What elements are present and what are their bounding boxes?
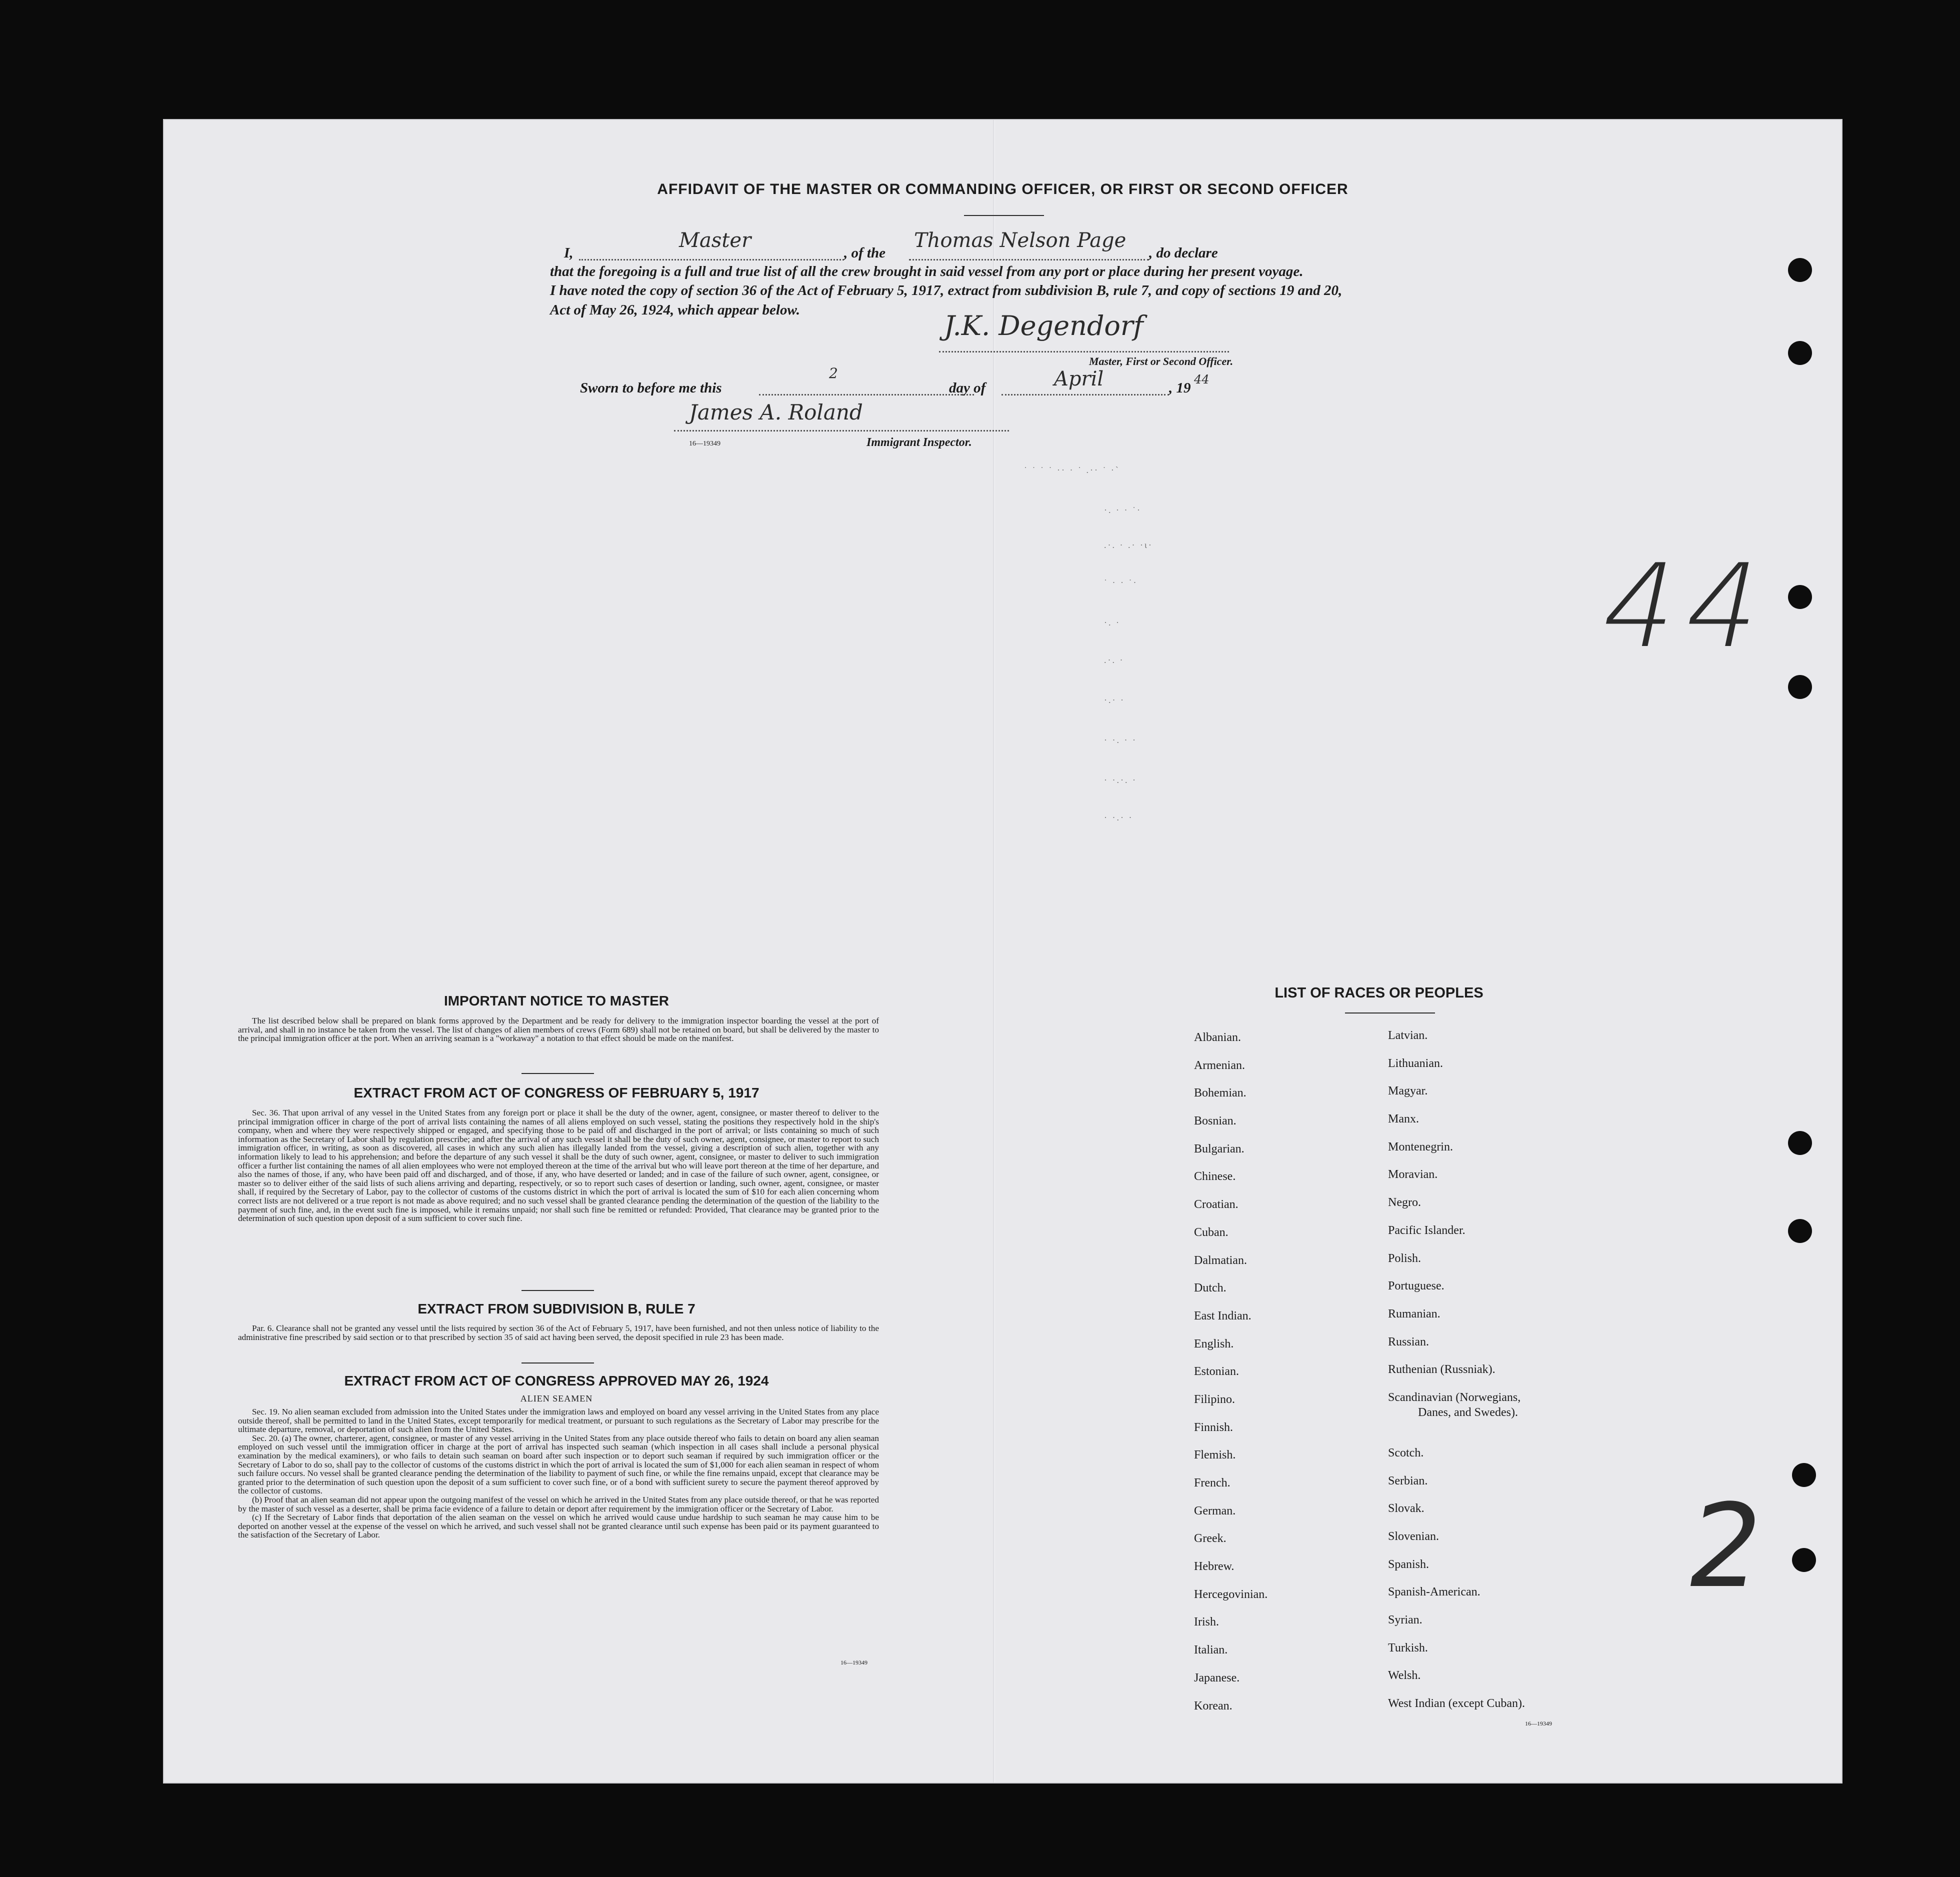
race-item: French. [1194, 1476, 1230, 1490]
races-left-column [1194, 1031, 1268, 1727]
race-item: Slovenian. [1388, 1530, 1439, 1543]
master-signature: J.K. Degendorf [944, 310, 1144, 342]
bleed-through-marks: .·. · [1104, 655, 1124, 665]
bleed-through-marks: · ·.·. · [1104, 775, 1137, 785]
race-item: Pacific Islander. [1388, 1224, 1466, 1237]
race-item: Bohemian. [1194, 1086, 1246, 1100]
alien-seamen-subheading: ALIEN SEAMEN [520, 1394, 593, 1404]
race-item: Danes, and Swedes). [1418, 1406, 1518, 1419]
handwritten-sheet-number: 44 [1590, 540, 1785, 674]
extract-1917-heading: EXTRACT FROM ACT OF CONGRESS OF FEBRUARY 5, 1917 [354, 1085, 760, 1100]
race-item: Portuguese. [1388, 1280, 1444, 1293]
bleed-through-marks: ·.· · [1104, 695, 1125, 705]
bleed-through-marks: .·. · .· ·ι· [1104, 540, 1153, 550]
race-item: Albanian. [1194, 1031, 1241, 1044]
race-item: Montenegrin. [1388, 1140, 1453, 1154]
rule-7-text [238, 1324, 879, 1342]
race-item: Flemish. [1194, 1448, 1236, 1462]
race-item: Korean. [1194, 1699, 1232, 1712]
extract-1924-heading: EXTRACT FROM ACT OF CONGRESS APPROVED MAY 26, 1924 [344, 1373, 769, 1388]
race-item: Manx. [1388, 1112, 1419, 1126]
inspector-form-number: 16—19349 [689, 440, 720, 448]
race-item: Armenian. [1194, 1058, 1245, 1072]
race-item: Turkish. [1388, 1641, 1428, 1654]
race-item: Japanese. [1194, 1671, 1240, 1684]
inspector-line [674, 430, 1009, 432]
extract-1924-text [238, 1408, 879, 1540]
punch-hole [1788, 585, 1812, 609]
punch-hole [1788, 258, 1812, 282]
race-item: Finnish. [1194, 1420, 1234, 1434]
rule-7-paragraph: Par. 6. Clearance shall not be granted any vessel until the lists required by section 36 of the Act of February 5, 1917, have been furnished, and not then unless notice of liability to the administrative fine prescribed by said section or to that prescribed by section 35 of said act having been served, the deposit specified in rule 23 has been made. [238, 1324, 879, 1342]
notice-paragraph: The list described below shall be prepared on blank forms approved by the Department and be ready for delivery to the immigration inspector boarding the vessel at the port of arrival, and shall in no instance be taken from the vessel. The list of changes of alien members of crews (Form 689) shall not be retained on board, but shall be delivered by the master to the principal immigration officer at the port. When an arriving seaman is a "workaway" a notation to that effect should be made on the manifest. [238, 1016, 879, 1044]
race-item: Slovak. [1388, 1502, 1424, 1516]
master-signature-line [939, 351, 1229, 352]
race-item: Spanish-American. [1388, 1586, 1480, 1599]
races-heading: LIST OF RACES OR PEOPLES [1274, 985, 1484, 1001]
master-caption: Master, First or Second Officer. [1089, 355, 1234, 368]
punch-hole [1788, 1131, 1812, 1155]
sworn-day-line [759, 394, 974, 396]
race-item: Dalmatian. [1194, 1254, 1247, 1267]
race-item: Scandinavian (Norwegians, [1388, 1390, 1521, 1404]
document-sheet [164, 120, 1842, 1782]
affidavit-of-the: , of the [844, 245, 886, 261]
race-item: Spanish. [1388, 1558, 1430, 1571]
race-item: Greek. [1194, 1532, 1226, 1546]
bleed-through-marks: · ·. · · [1104, 735, 1137, 745]
bleed-through-marks: · ·.· · [1104, 812, 1134, 822]
race-item: Moravian. [1388, 1168, 1438, 1182]
name-line [579, 259, 844, 260]
race-item: Welsh. [1388, 1669, 1421, 1682]
section-rule [522, 1073, 594, 1074]
race-item: Negro. [1388, 1196, 1421, 1210]
race-item: Irish. [1194, 1616, 1219, 1629]
race-item: Russian. [1388, 1335, 1430, 1348]
races-right-column [1388, 1029, 1525, 1725]
bleed-through-marks: ˙ ˙ ˙ ˙ ·· · ˙ .·· ˙ ·ˋ [1024, 465, 1120, 475]
extract-1917-paragraph: Sec. 36. That upon arrival of any vessel in the United States from any foreign port or place it shall be the duty of the owner, agent, consignee, or master thereof to deliver to the principal immigration officer in charge of the port of arrival lists containing the names of all aliens employed on such vessel, stating the positions they respectively hold in the ship's company, when and where they were respectively shipped or engaged, and specifying those to be paid off and discharged in the port of arrival; or lists containing so much of such information as the Secretary of Labor shall by regulation prescribe; and after the arrival of any such vessel it shall be the duty of such owner, agent, consignee, or master to report to such immigration officer, in writing, as soon as discovered, all cases in which any such alien has illegally landed from the vessel, giving a description of such alien, together with any information likely to lead to his apprehension; and before the departure of any such vessel it shall be the duty of such owner, agent, consignee, or master to deliver to such immigration officer a further list containing the names of all alien employees who were not employed thereon at the time of the arrival but who will leave port thereon at the time of her departure, and also the names of those, if any, who have been paid off and discharged, and of those, if any, who have deserted or landed; and in case of the failure of such owner, agent, consignee, or master so to deliver either of the said lists of such aliens arriving and departing, respectively, or so to report such cases of desertion or landing, such owner, agent, consignee, or master shall, if required by the Secretary of Labor, pay to the collector of customs of the customs district in which the port of arrival is located the sum of $10 for each alien concerning whom correct lists are not delivered or a true report is not made as above required; and no such vessel shall be granted clearance pending the determination of the question of the liability to the payment of such fine, and, in the event such fine is imposed, while it remains unpaid; nor shall such fine be remitted or refunded: Provided, That clearance may be granted prior to the determination of such question upon deposit of a sum sufficient to cover such fine. [238, 1108, 879, 1224]
affidavit-line-4: Act of May 26, 1924, which appear below. [550, 302, 800, 318]
race-item: Estonian. [1194, 1365, 1239, 1378]
sworn-month-line [1002, 394, 1169, 396]
handwritten-month: April [1054, 368, 1104, 390]
handwritten-vessel: Thomas Nelson Page [914, 229, 1126, 252]
race-item: Magyar. [1388, 1084, 1428, 1098]
race-item: Filipino. [1194, 1392, 1236, 1406]
race-item: Hebrew. [1194, 1560, 1234, 1574]
notice-text [238, 1016, 879, 1043]
race-item: Lithuanian. [1388, 1056, 1443, 1070]
notice-heading: IMPORTANT NOTICE TO MASTER [444, 993, 670, 1008]
sworn-label: Sworn to before me this [580, 380, 722, 396]
year-prefix: , 19 [1169, 380, 1191, 396]
bleed-through-marks: ˙ · · ˙· [1104, 578, 1138, 588]
page-fold [993, 120, 995, 1782]
inspector-caption: Immigrant Inspector. [866, 436, 972, 449]
race-item: Cuban. [1194, 1226, 1228, 1239]
race-item: Bosnian. [1194, 1114, 1236, 1128]
punch-hole [1788, 675, 1812, 699]
punch-hole [1792, 1548, 1816, 1572]
race-item: Hercegovinian. [1194, 1588, 1268, 1601]
right-form-number: 16—19349 [1525, 1720, 1552, 1727]
extract-1924-paragraph: Sec. 19. No alien seaman excluded from admission into the United States under the immigration laws and employed on board any vessel arriving in the United States from any place outside thereof, shall be permitted to land in the United States, except temporarily for medical treatment, or pursuant to such regulations as the Secretary of Labor may prescribe for the ultimate departure, removal, or deportation of such alien from the United States. [238, 1407, 879, 1434]
handwritten-page-mark: 2 [1677, 1480, 1774, 1614]
race-item: Syrian. [1388, 1614, 1422, 1627]
race-item: Chinese. [1194, 1170, 1236, 1184]
handwritten-master: Master [679, 229, 752, 252]
affidavit-line-2: that the foregoing is a full and true list of all the crew brought in said vessel from any port or place during her present voyage. [550, 264, 1304, 280]
race-item: Polish. [1388, 1252, 1422, 1265]
day-of-label: day of [949, 380, 986, 396]
punch-hole [1788, 341, 1812, 365]
extract-1917-text [238, 1108, 879, 1223]
races-rule [1345, 1012, 1435, 1014]
extract-1924-paragraph: Sec. 20. (a) The owner, charterer, agent, consignee, or master of any vessel arriving in the United States from any place outside thereof who fails to detain on board any alien seaman employed on such vessel until the immigration officer in charge at the port of arrival has inspected such seaman (which inspection in all cases shall include a personal physical examination by the medical examiners), or who fails to detain such seaman on board after such inspection or to deport such seaman if required by such immigration officer or the Secretary of Labor to do so, shall pay to the collector of customs of the customs district in which the port of arrival is located the sum of $1,000 for each alien seaman in respect of whom such failure occurs. No vessel shall be granted clearance pending the determination of the liability to payment of such fine, or while the fine remains unpaid, except that clearance may be granted prior to the determination of such question upon the deposit of a sum sufficient to cover such fine, or of a bond with sufficient surety to secure the payment thereof approved by the collector of customs. [238, 1433, 879, 1496]
inspector-signature: James A. Roland [689, 400, 863, 424]
affidavit-do-declare: , do declare [1149, 245, 1218, 261]
race-item: Croatian. [1194, 1198, 1238, 1212]
race-item: Latvian. [1388, 1029, 1428, 1042]
race-item: Italian. [1194, 1644, 1228, 1657]
bleed-through-marks: ·. · · ˙· [1104, 505, 1142, 515]
extract-1924-paragraph: (b) Proof that an alien seaman did not appear upon the outgoing manifest of the vessel on which he arrived in the United States from any place outside thereof, or that he was reported by the master of such vessel as a deserter, shall be prima facie evidence of a failure to detain or deport after requirement by the immigration officer or the Secretary of Labor. [238, 1494, 879, 1514]
race-item: German. [1194, 1504, 1236, 1518]
handwritten-year: 44 [1194, 372, 1210, 386]
punch-hole [1792, 1463, 1816, 1487]
race-item: Dutch. [1194, 1282, 1226, 1295]
race-item: Rumanian. [1388, 1307, 1440, 1320]
left-form-number: 16—19349 [840, 1659, 868, 1666]
punch-hole [1788, 1219, 1812, 1243]
race-item: West Indian (except Cuban). [1388, 1697, 1525, 1710]
race-item: Bulgarian. [1194, 1142, 1244, 1156]
affidavit-i-label: I, [564, 245, 574, 261]
race-item: English. [1194, 1337, 1234, 1350]
affidavit-line-3: I have noted the copy of section 36 of the Act of February 5, 1917, extract from subdivision B, rule 7, and copy of sections 19 and 20, [550, 282, 1342, 298]
race-item: East Indian. [1194, 1309, 1252, 1322]
affidavit-title: AFFIDAVIT OF THE MASTER OR COMMANDING OFFICER, OR FIRST OR SECOND OFFICER [657, 181, 1348, 198]
extract-1924-paragraph: (c) If the Secretary of Labor finds that deportation of the alien seaman on the vessel on which he arrived would cause undue hardship to such seaman he may cause him to be deported on another vessel at the expense of the vessel on which he arrived, and such vessel shall not be granted clearance until such expense has been paid or its payment guaranteed to the satisfaction of the Secretary of Labor. [238, 1512, 879, 1540]
handwritten-day: 2 [829, 365, 838, 382]
race-item: Scotch. [1388, 1446, 1424, 1460]
rule-7-heading: EXTRACT FROM SUBDIVISION B, RULE 7 [418, 1301, 696, 1316]
section-rule [522, 1290, 594, 1291]
race-item: Ruthenian (Russniak). [1388, 1363, 1496, 1376]
bleed-through-marks: ·. · [1104, 618, 1120, 628]
title-rule [964, 215, 1044, 216]
vessel-line [909, 259, 1149, 260]
race-item: Serbian. [1388, 1474, 1428, 1488]
section-rule [522, 1362, 594, 1364]
